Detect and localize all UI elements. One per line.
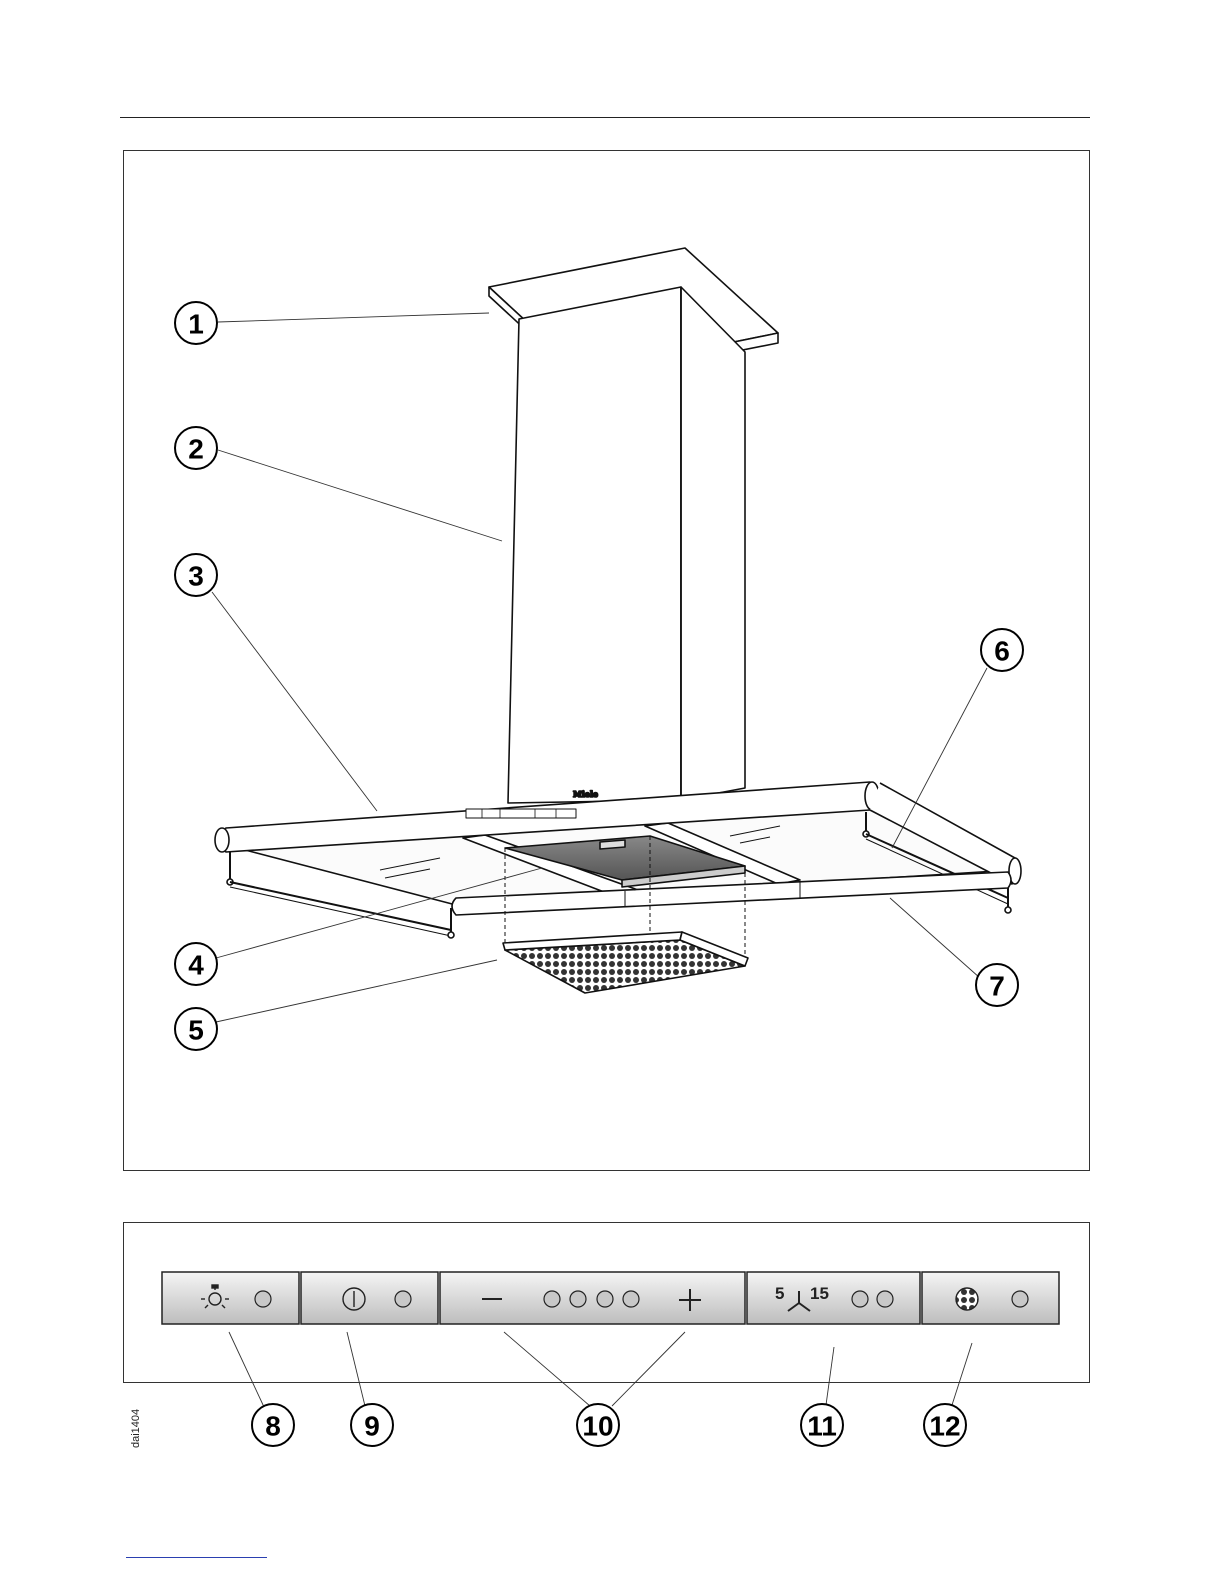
figure-id: dai1404	[130, 1408, 142, 1448]
control-panel	[162, 1272, 1059, 1324]
callout-7	[976, 964, 1018, 1006]
leader-lines-bottom	[229, 1332, 972, 1407]
callout-4	[175, 943, 217, 985]
fan-speed-button[interactable]	[440, 1272, 745, 1324]
callout-2	[175, 427, 217, 469]
timer-indicator-1	[852, 1291, 868, 1307]
chimney-duct	[508, 287, 745, 803]
power-button[interactable]	[301, 1272, 438, 1324]
svg-text:3: 3	[188, 560, 204, 592]
svg-text:2: 2	[188, 433, 204, 465]
callout-8	[252, 1404, 294, 1446]
timer-15-label: 15	[810, 1284, 829, 1303]
callout-12	[924, 1404, 966, 1446]
callout-11	[801, 1404, 843, 1446]
fan-timer-button[interactable]	[747, 1272, 920, 1324]
svg-text:8: 8	[265, 1410, 281, 1442]
filter-button[interactable]	[922, 1272, 1059, 1324]
svg-text:9: 9	[364, 1410, 380, 1442]
svg-text:11: 11	[807, 1410, 837, 1442]
grease-filter	[503, 932, 748, 993]
speed-indicator-4	[623, 1291, 639, 1307]
footer-link-underline	[126, 1557, 267, 1558]
cooker-hood-illustration	[215, 248, 1021, 993]
svg-text:10: 10	[582, 1410, 614, 1442]
callout-5	[175, 1008, 217, 1050]
callout-1	[175, 302, 217, 344]
svg-text:12: 12	[929, 1410, 961, 1442]
light-indicator	[255, 1291, 271, 1307]
filter-indicator	[1012, 1291, 1028, 1307]
brand-logo: Miele	[573, 789, 599, 799]
svg-text:7: 7	[989, 970, 1005, 1002]
timer-indicator-2	[877, 1291, 893, 1307]
svg-text:6: 6	[994, 635, 1010, 667]
light-button[interactable]	[162, 1272, 299, 1324]
callout-3	[175, 554, 217, 596]
speed-indicator-1	[544, 1291, 560, 1307]
callout-10	[577, 1404, 619, 1446]
callout-6	[981, 629, 1023, 671]
timer-5-label: 5	[775, 1284, 785, 1303]
svg-text:5: 5	[188, 1014, 204, 1046]
speed-indicator-2	[570, 1291, 586, 1307]
grease-filter-icon	[956, 1288, 978, 1310]
power-indicator	[395, 1291, 411, 1307]
svg-text:4: 4	[188, 949, 204, 981]
speed-indicator-3	[597, 1291, 613, 1307]
callout-9	[351, 1404, 393, 1446]
svg-text:1: 1	[188, 308, 204, 340]
